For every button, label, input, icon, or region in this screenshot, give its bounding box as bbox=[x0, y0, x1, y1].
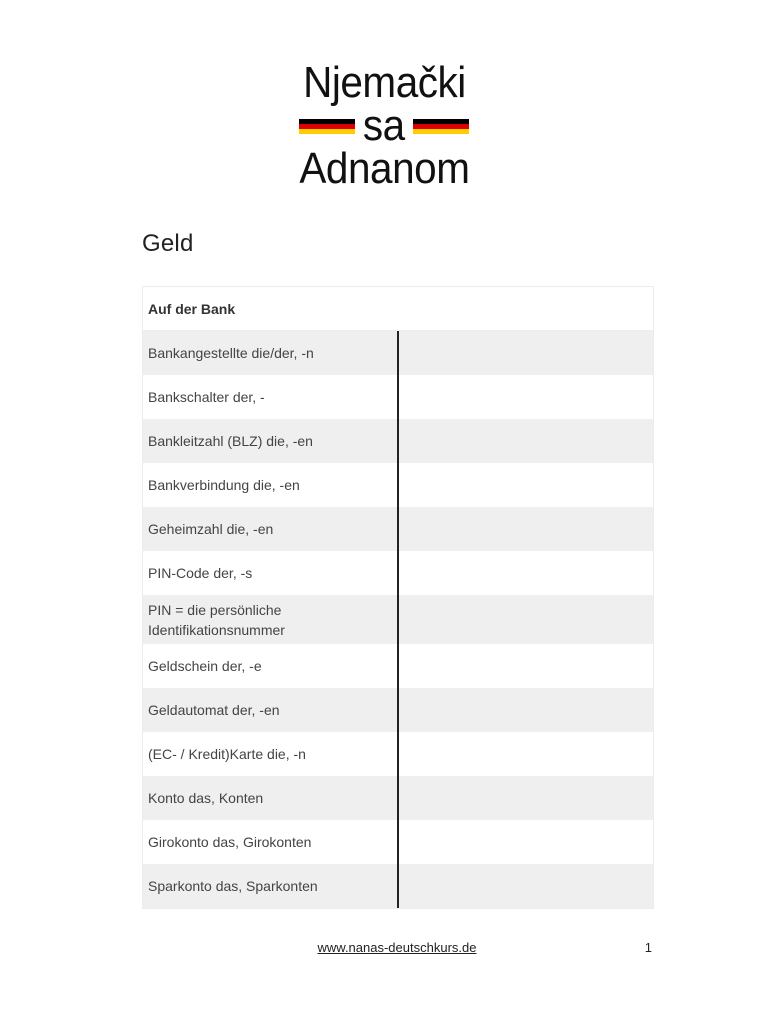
answer-cell[interactable] bbox=[397, 644, 653, 688]
table-row bbox=[143, 551, 653, 595]
term-cell: Geldschein der, -e bbox=[148, 658, 262, 674]
answer-cell[interactable] bbox=[397, 419, 653, 463]
vocabulary-table bbox=[142, 286, 654, 909]
page-number: 1 bbox=[644, 940, 652, 955]
term-cell: (EC- / Kredit)Karte die, -n bbox=[148, 746, 306, 762]
answer-cell[interactable] bbox=[397, 732, 653, 776]
table-row bbox=[143, 644, 653, 688]
table-row bbox=[143, 595, 653, 644]
table-body bbox=[143, 331, 653, 908]
logo-line-2: sa bbox=[363, 101, 405, 150]
table-row bbox=[143, 507, 653, 551]
term-cell: Bankschalter der, - bbox=[148, 389, 265, 405]
table-row bbox=[143, 419, 653, 463]
footer-website-link[interactable]: www.nanas-deutschkurs.de bbox=[317, 940, 477, 955]
answer-cell[interactable] bbox=[397, 331, 653, 375]
term-cell: Bankleitzahl (BLZ) die, -en bbox=[148, 433, 313, 449]
table-row bbox=[143, 688, 653, 732]
answer-cell[interactable] bbox=[397, 776, 653, 820]
logo-middle-row bbox=[299, 101, 468, 150]
answer-cell[interactable] bbox=[397, 463, 653, 507]
term-cell: Bankverbindung die, -en bbox=[148, 477, 300, 493]
answer-cell[interactable] bbox=[397, 820, 653, 864]
term-cell: Girokonto das, Girokonten bbox=[148, 834, 312, 850]
answer-cell[interactable] bbox=[397, 507, 653, 551]
table-row bbox=[143, 820, 653, 864]
table-row bbox=[143, 864, 653, 908]
table-row bbox=[143, 375, 653, 419]
answer-cell[interactable] bbox=[397, 551, 653, 595]
german-flag-right-icon bbox=[413, 119, 469, 134]
term-cell: Sparkonto das, Sparkonten bbox=[148, 878, 318, 894]
term-cell: PIN-Code der, -s bbox=[148, 565, 253, 581]
german-flag-left-icon bbox=[299, 119, 355, 134]
table-row bbox=[143, 463, 653, 507]
term-cell: Geldautomat der, -en bbox=[148, 702, 280, 718]
logo bbox=[0, 60, 768, 192]
term-cell: Bankangestellte die/der, -n bbox=[148, 345, 314, 361]
term-cell: Geheimzahl die, -en bbox=[148, 521, 274, 537]
logo-line-1: Njemački bbox=[302, 58, 466, 107]
logo-line-3: Adnanom bbox=[298, 144, 470, 193]
answer-cell[interactable] bbox=[397, 595, 653, 644]
table-row bbox=[143, 732, 653, 776]
table-row bbox=[143, 776, 653, 820]
term-cell: Konto das, Konten bbox=[148, 790, 264, 806]
answer-cell[interactable] bbox=[397, 864, 653, 908]
answer-cell[interactable] bbox=[397, 688, 653, 732]
table-header: Auf der Bank bbox=[143, 287, 653, 331]
table-row bbox=[143, 331, 653, 375]
page-title: Geld bbox=[142, 230, 194, 257]
term-cell: PIN = die persönliche Identifikationsnummer bbox=[148, 601, 285, 638]
answer-cell[interactable] bbox=[397, 375, 653, 419]
